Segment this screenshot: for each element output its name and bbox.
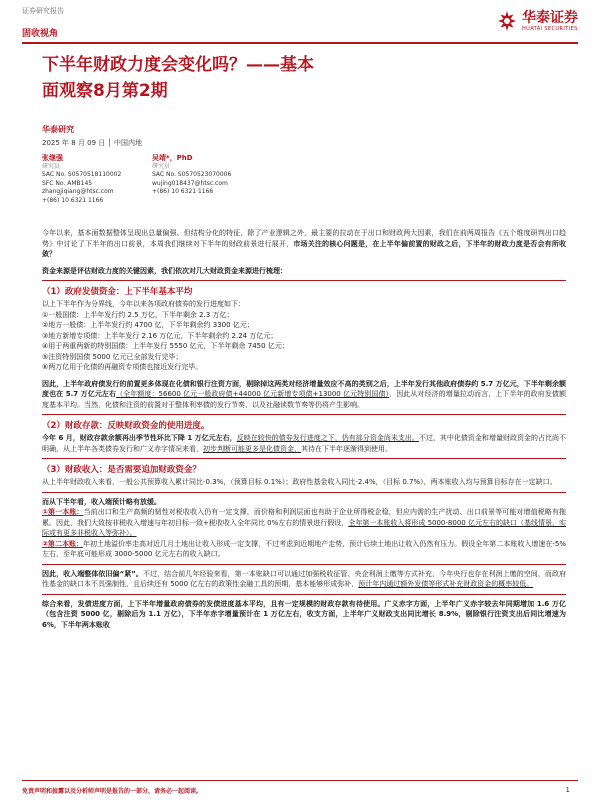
first-account-paragraph: ①第一本账：当前出口和生产高频的韧性对税收收入仍有一定支撑，而价格和利润层面也有助于企业所得税企稳，但应内需的生产扰动、出口前景等可能对增值税略有拖累。因此，我们大致按非税收入增速与年初目标一致+税收收入全年同比 0%左右的情景进行假设，全年第一本账收入将形成 5000-8000 亿元左右的缺口（基线情景，实际或有更多非税收入等弥补）。 <box>42 508 566 537</box>
author-block-1 <box>42 154 121 205</box>
author-role: 研究员 <box>152 162 171 170</box>
bond-item: ⑥两万亿用于化债的再融资专项债也接近发行完毕。 <box>42 363 203 371</box>
second-account-paragraph: ②第二本账：年初土地溢价率走高对近几月土地出让收入形成一定支撑，不过考虑到近期地产走势，预计后续土地出让收入仍然有压力。假设全年第二本账收入增速在-5%左右，至年底可能形成 3000-5000 亿元左右的收入缺口。 <box>42 539 566 558</box>
lead-sentence: 资金来源是评估财政力度的关键因素，我们依次对几大财政资金来源进行梳理： <box>42 266 287 275</box>
page-number: 1 <box>565 786 570 794</box>
author-role: 研究员 <box>42 162 61 170</box>
author-block-2 <box>152 154 231 197</box>
section-3-body: 从上半年财政收入来看，一般公共预算收入累计同比-0.3%，（预算目标 0.1%）；政府性基金收入同比-2.4%，（目标 0.7%），两本账收入均与预算目标存在一定缺口。 <box>42 478 557 486</box>
summary-paragraph: 综合来看，发债进度方面，上下半年增量政府债券的发债进度基本平均，且有一定规模的财政存款有待使用。广义赤字方面，上半年广义赤字较去年同期增加 1.6 万亿（包含注资 5000 亿，剔除后为 1.1 万亿），下半年赤字增量预计在 1 万亿左右，收支方面，上半年广义财政支出同比增长 8.9%，剔除银行注资支出后同比增速为 6%，下半年两本账收 <box>42 599 566 629</box>
section-2-body: 今年 6 月，财政存款余额再出季节性环比下降 1 万亿元左右，反映在较快的债券发行进度之下，仍有部分资金尚未支出。不过，其中化债资金和增量财政资金的占比尚不明确，从上半年各类债券发行和广义赤字情况来看，初步判断可能更多是化债资金，其待在下半年逐渐得到使用。 <box>42 434 567 453</box>
section-1-heading: （1）政府发债资金：上下半年基本平均 <box>42 287 193 297</box>
footer-divider <box>22 780 578 781</box>
title-line-1: 下半年财政力度会变化吗？——基本 <box>42 55 314 75</box>
author-sac: SAC No. S0570518110002 <box>42 171 122 178</box>
author-email: zhangjiqiang@htsc.com <box>42 188 114 195</box>
author-name: 张继强 <box>42 154 63 162</box>
header-divider <box>22 42 578 44</box>
section-3-heading: （3）财政收入：是否需要追加财政资金？ <box>42 465 201 475</box>
report-body <box>42 228 566 630</box>
intro-paragraph: 今年以来，基本面数据整体呈现出总量偏强、但结构分化的特征，除了产业逻辑之外，最主要的拉动在于出口和财政两大因素，我们在前两周报告《五个维度研判出口趋势》中讨论了下半年的出口前景，本周我们继续对下半年的财政前景进行展开，市场关注的核心问题是，在上半年偏前置的财政之后，下半年的财政力度是否会有所收敛？ <box>42 229 567 258</box>
section-tag: 固收视角 <box>22 29 59 39</box>
author-name: 吴靖*，PhD <box>152 154 193 162</box>
title-line-2: 面观察8月第2期 <box>42 81 168 101</box>
section-5-paragraph: 因此，收入端整体依旧偏“紧”。不过，结合前几年经验来看，第一本账缺口可以通过加强税收征管、央企利润上缴等方式补充，今年央行也存在利润上缴的空间，而政府性基金的缺口本不具强制性，且后续还有 5000 亿左右的政策性金融工具的预期，基本能够形成弥补，预计年内通过额外发债等形式补充财政资金的概率较低。 <box>42 569 567 588</box>
section-2-heading: （2）财政存款：反映财政资金的使用进度。 <box>42 421 210 431</box>
disclaimer-footer: 免责声明和披露以及分析师声明是报告的一部分，请务必一起阅读。 <box>22 788 203 795</box>
research-org: 华泰研究 <box>42 125 74 134</box>
bond-item: ①一般国债：上半年发行约 2.5 万亿，下半年剩余 2.3 万亿； <box>42 310 234 319</box>
bond-item: ③地方新增专项债：上半年发行 2.16 万亿元，下半年剩余约 2.24 万亿元； <box>42 331 278 340</box>
report-date-region: 2025 年 8 月 09 日 │ 中国内地 <box>42 139 142 147</box>
section-4-heading: 而从下半年看，收入端预计略有放缓。 <box>42 497 161 506</box>
logo-chinese-name: 华泰证券 <box>522 10 578 26</box>
report-type-label: 证券研究报告 <box>22 7 64 15</box>
bond-item: ⑤注资特别国债 5000 亿元已全部发行完毕； <box>42 352 183 361</box>
huatai-logo-icon <box>496 10 518 32</box>
logo-english-name: HUATAI SECURITIES <box>522 26 578 32</box>
bond-item: ②地方一般债：上半年发行约 4700 亿，下半年剩余约 3300 亿元； <box>42 321 254 329</box>
report-title <box>42 52 402 104</box>
section-1-intro: 以上下半年作为分界线，今年以来各项政府债券的发行进度如下： <box>42 300 245 308</box>
author-phone: +(86) 10 6321 1166 <box>42 196 104 204</box>
brand-logo <box>496 10 578 32</box>
author-sac: SAC No. S0570523070006 <box>152 171 232 178</box>
section-1-conclusion: 因此，上半年政府债发行的前置更多体现在化债和银行注资方面，剔除掉这两类对经济增量效应不高的类别之后，上半年发行其他政府债券约 5.7 万亿元，下半年剩余额度也在 5.7 万亿元左右（全年额度：56600 亿元一般政府债+44000 亿元新增专项债+13000 亿元特别国债），因此从对经济的增量拉动而言，上下半年的政府发债额度基本平均。当然，化债和注资的前置对于整体利率债的发行节奏、以及社融读数节奏等仍将产生影响。 <box>42 379 566 409</box>
author-email: wujing018437@htsc.com <box>152 179 228 187</box>
bond-item: ④用于两重两新的特别国债：上半年发行 5550 亿元，下半年剩余 7450 亿元； <box>42 342 289 350</box>
author-phone: +(86) 10 6321 1166 <box>152 188 214 195</box>
author-sfc: SFC No. AMB145 <box>42 179 93 187</box>
